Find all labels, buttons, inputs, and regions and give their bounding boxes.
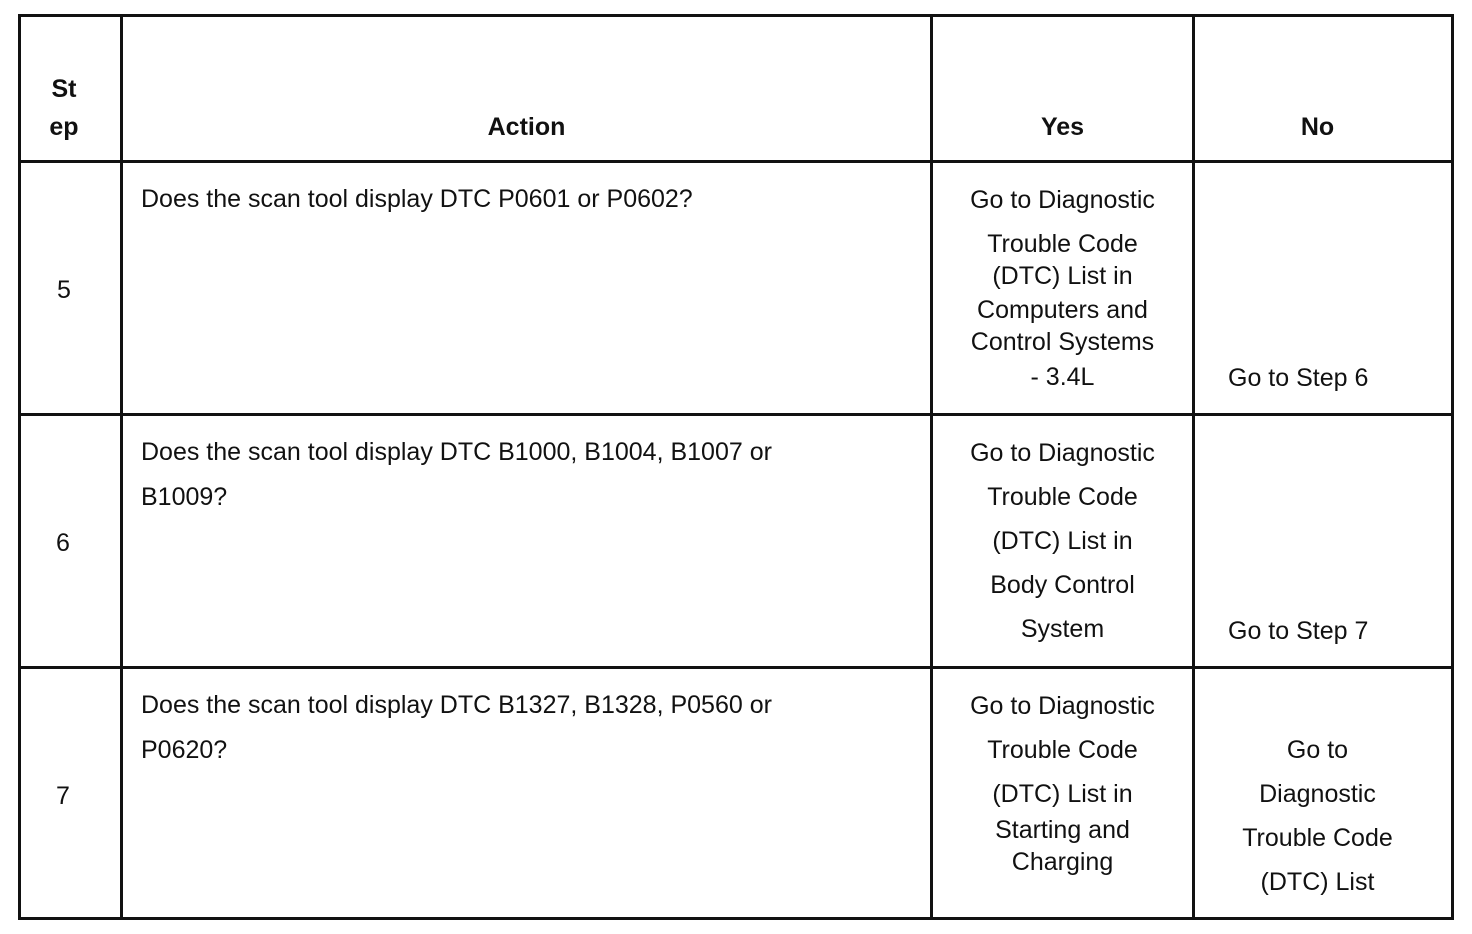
no-line: Go to bbox=[1286, 736, 1349, 764]
yes-line: Go to Diagnostic bbox=[970, 186, 1155, 214]
yes-line: Trouble Code bbox=[987, 230, 1138, 258]
header-step bbox=[21, 70, 107, 146]
no-line: Trouble Code bbox=[1242, 824, 1393, 852]
yes-line: Control Systems bbox=[970, 328, 1155, 356]
header-no: No bbox=[1300, 113, 1335, 141]
action-line: P0620? bbox=[141, 736, 228, 764]
no-cell bbox=[1195, 609, 1440, 653]
header-step-line1: St bbox=[51, 75, 77, 103]
step-number: 6 bbox=[56, 529, 70, 557]
action-line: B1009? bbox=[141, 483, 228, 511]
no-line: Diagnostic bbox=[1259, 780, 1376, 808]
yes-line: System bbox=[1020, 615, 1105, 643]
yes-cell bbox=[933, 178, 1192, 393]
yes-line: Starting and bbox=[995, 816, 1130, 844]
yes-line: (DTC) List in bbox=[992, 527, 1133, 555]
no-line: (DTC) List bbox=[1260, 868, 1375, 896]
yes-line: Go to Diagnostic bbox=[970, 439, 1155, 467]
no-line: Go to Step 6 bbox=[1228, 364, 1369, 392]
step-number: 5 bbox=[57, 276, 71, 304]
row-divider bbox=[21, 666, 1451, 669]
diagnostic-table bbox=[18, 14, 1454, 920]
yes-line: - 3.4L bbox=[1030, 363, 1095, 391]
no-cell bbox=[1195, 356, 1440, 400]
action-line: Does the scan tool display DTC P0601 or P0602? bbox=[141, 185, 693, 213]
action-line: Does the scan tool display DTC B1000, B1004, B1007 or bbox=[141, 438, 772, 466]
yes-line: Trouble Code bbox=[987, 736, 1138, 764]
yes-line: Trouble Code bbox=[987, 483, 1138, 511]
header-yes: Yes bbox=[1040, 113, 1085, 141]
yes-line: Charging bbox=[1011, 848, 1114, 876]
header-step-line2: ep bbox=[49, 113, 79, 141]
yes-cell bbox=[933, 684, 1192, 878]
action-text bbox=[123, 683, 930, 773]
header-action: Action bbox=[487, 113, 566, 141]
action-line: Does the scan tool display DTC B1327, B1328, P0560 or bbox=[141, 691, 772, 719]
no-cell bbox=[1195, 728, 1440, 904]
yes-line: Body Control bbox=[990, 571, 1135, 599]
yes-cell bbox=[933, 431, 1192, 651]
row-divider bbox=[21, 413, 1451, 416]
step-number: 7 bbox=[56, 782, 70, 810]
yes-line: (DTC) List in bbox=[992, 262, 1133, 290]
no-line: Go to Step 7 bbox=[1228, 617, 1369, 645]
yes-line: Computers and bbox=[977, 296, 1148, 324]
row-divider bbox=[21, 160, 1451, 163]
yes-line: (DTC) List in bbox=[992, 780, 1133, 808]
yes-line: Go to Diagnostic bbox=[970, 692, 1155, 720]
action-text bbox=[123, 177, 930, 222]
action-text bbox=[123, 430, 930, 520]
